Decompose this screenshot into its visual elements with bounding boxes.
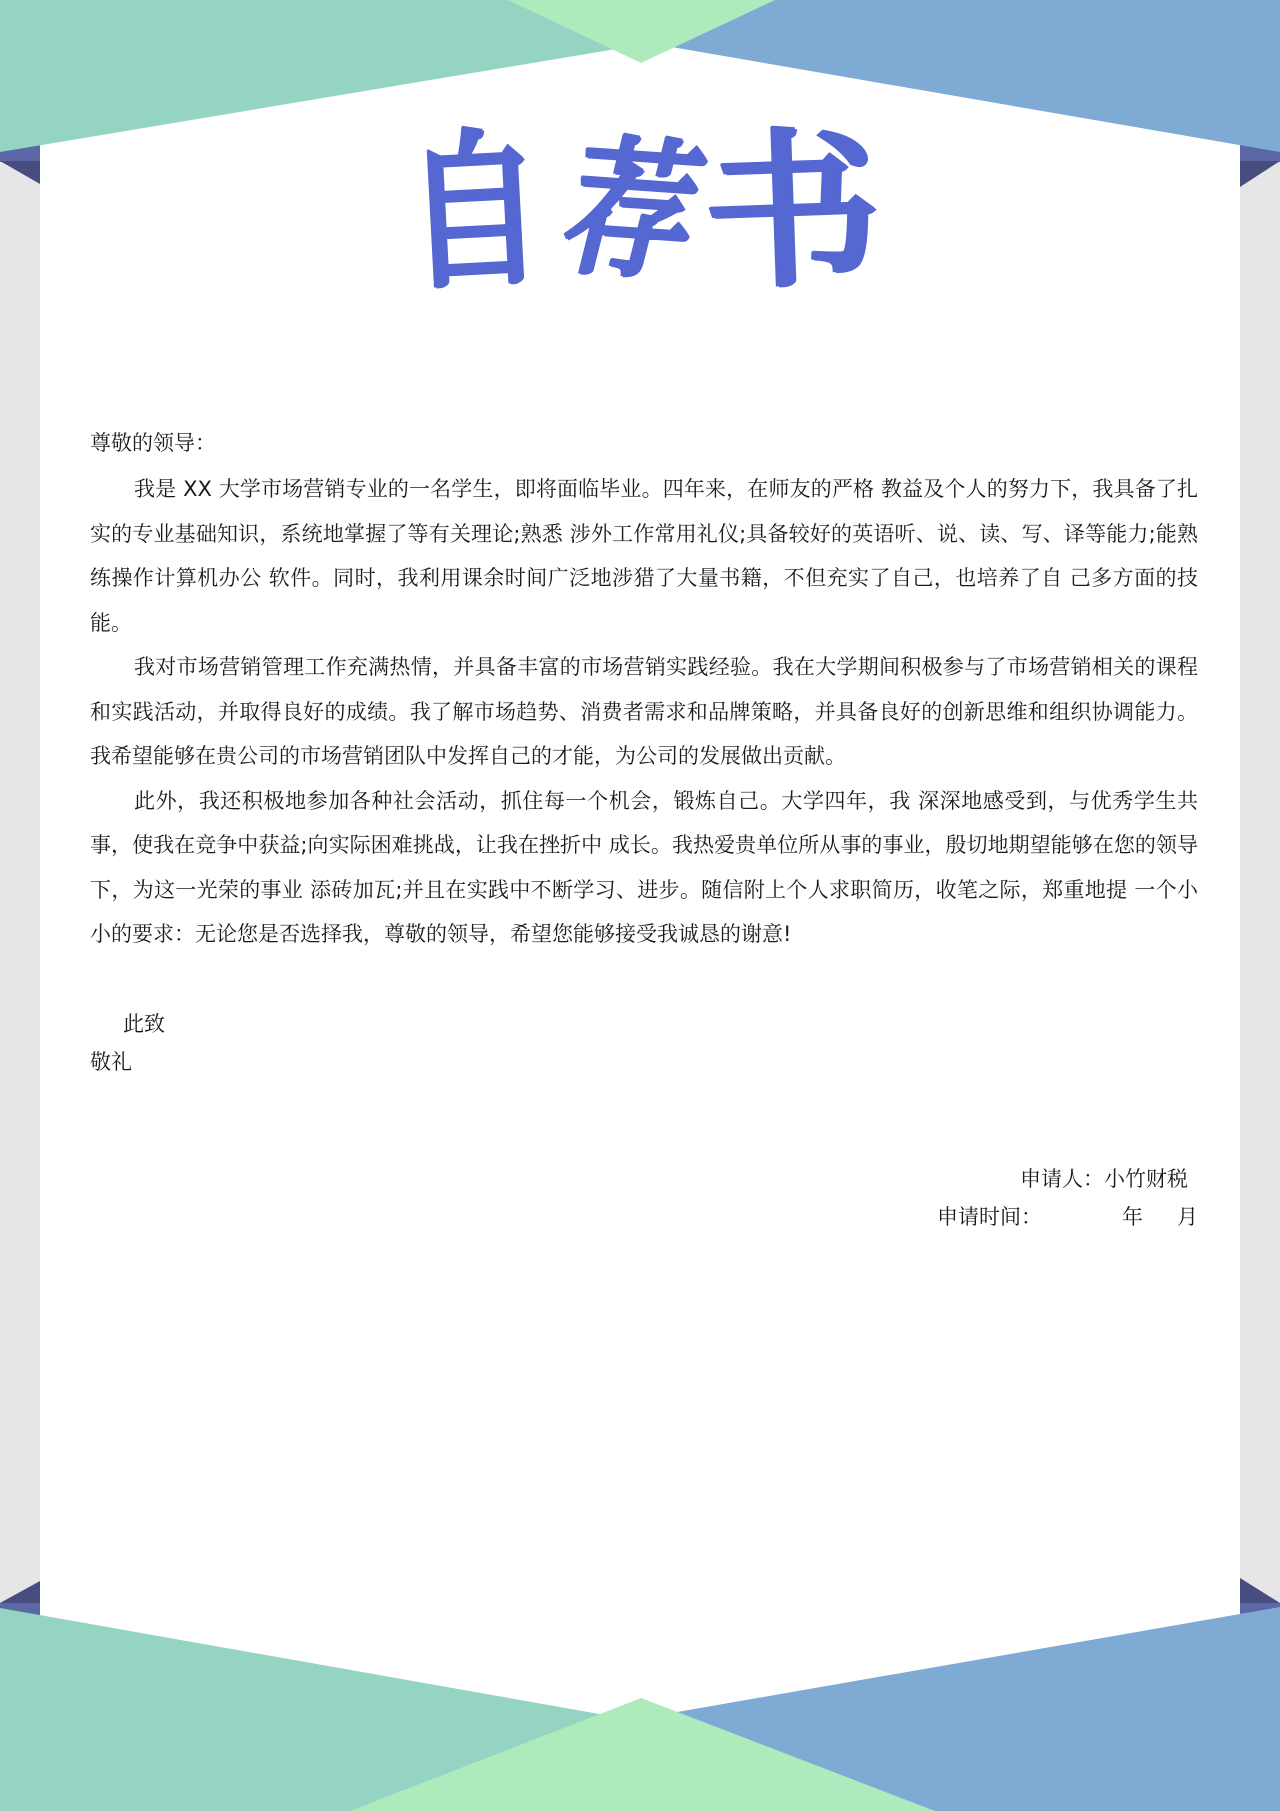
signature-block — [937, 1160, 1198, 1236]
title-char-1: 自 — [400, 107, 548, 313]
applicant-row — [937, 1160, 1188, 1198]
closing-line-1: 此致 — [123, 1012, 165, 1036]
month-label: 月 — [1177, 1205, 1198, 1229]
date-label: 申请时间： — [937, 1205, 1042, 1229]
letter-body — [90, 425, 1198, 957]
closing-line-2: 敬礼 — [90, 1050, 132, 1074]
document-title — [390, 105, 884, 315]
title-char-3: 书 — [700, 107, 884, 313]
salutation: 尊敬的领导： — [90, 431, 216, 455]
right-side-strip — [1240, 140, 1280, 1610]
applicant-label: 申请人： — [1020, 1167, 1104, 1191]
paragraph-2: 我对市场营销管理工作充满热情，并具备丰富的市场营销实践经验。我在大学期间积极参与了市场营销相关的课程和实践活动，并取得良好的成绩。我了解市场趋势、消费者需求和品牌策略，并具备良好的创新思维和组织协调能力。我希望能够在贵公司的市场营销团队中发挥自己的才能，为公司的发展做出贡献。 — [90, 655, 1198, 768]
title-char-2: 荐 — [547, 118, 719, 302]
date-row — [937, 1198, 1198, 1236]
closing — [0, 1008, 400, 1088]
left-side-strip — [0, 140, 40, 1610]
year-label: 年 — [1122, 1205, 1143, 1229]
applicant-name: 小竹财税 — [1104, 1167, 1188, 1191]
paragraph-3: 此外，我还积极地参加各种社会活动，抓住每一个机会，锻炼自己。大学四年，我 深深地感受到，与优秀学生共事，使我在竞争中获益;向实际困难挑战，让我在挫折中 成长。我热爱贵单位所从事的事业，殷切地期望能够在您的领导下，为这一光荣的事业 添砖加瓦;并且在实践中不断学习、进步。随信附上个人求职简历，收笔之际，郑重地提 一个小小的要求：无论您是否选择我，尊敬的领导，希望您能够接受我诚恳的谢意! — [90, 788, 1198, 946]
paragraph-1: 我是 XX 大学市场营销专业的一名学生，即将面临毕业。四年来，在师友的严格 教益及个人的努力下，我具备了扎实的专业基础知识，系统地掌握了等有关理论;熟悉 涉外工作常用礼仪;具备较好的英语听、说、读、写、译等能力;能熟练操作计算机办公 软件。同时，我利用课余时间广泛地涉猎了大量书籍，不但充实了自己，也培养了自 己多方面的技能。 — [90, 477, 1198, 635]
